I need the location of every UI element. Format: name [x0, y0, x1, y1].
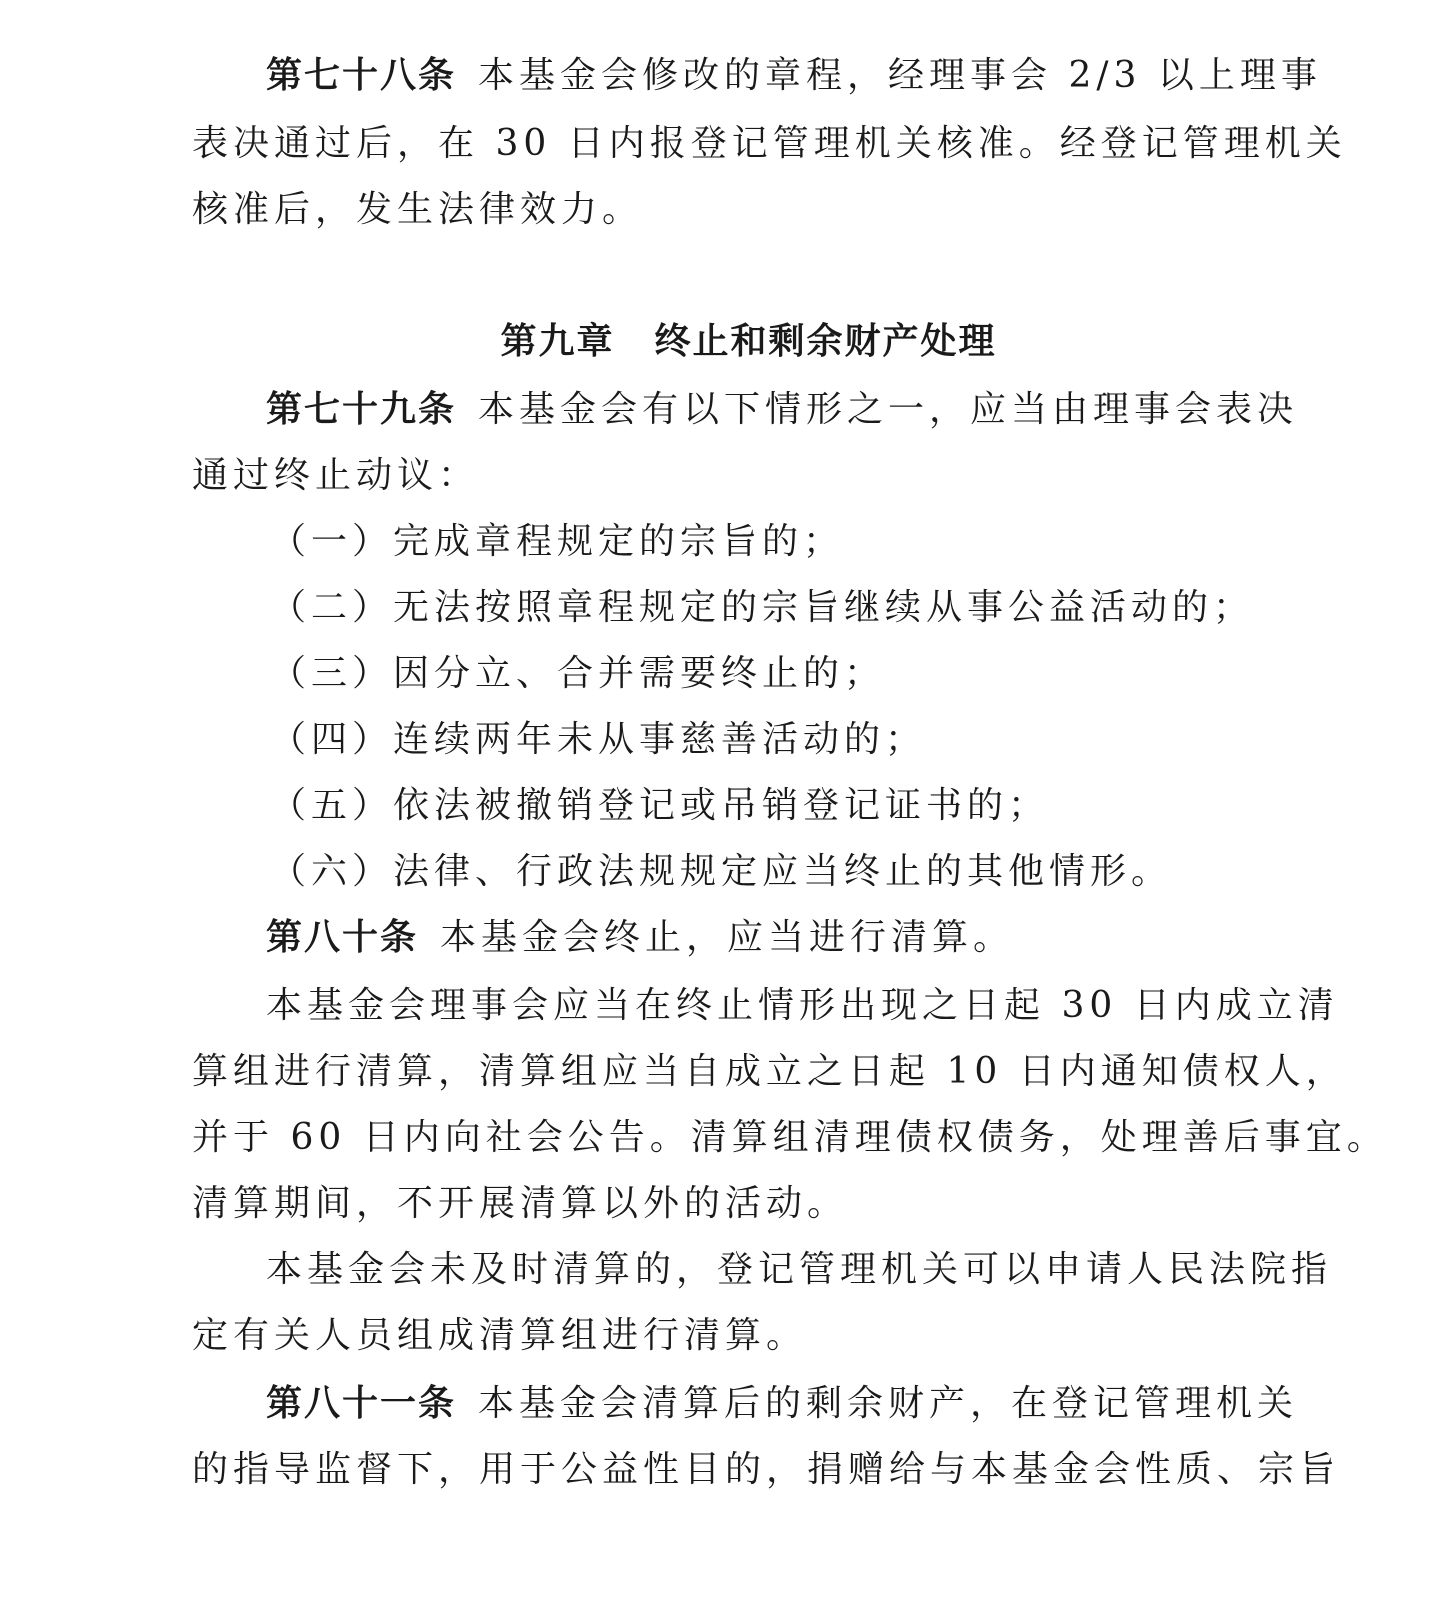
article-79-item-6: （六）法律、行政法规规定应当终止的其他情形。 — [270, 851, 1173, 892]
article-80-text-1: 本基金会终止，应当进行清算。 — [440, 917, 1015, 958]
article-78-title: 第七十八条 — [266, 55, 457, 96]
article-81-text-1: 本基金会清算后的剩余财产，在登记管理机关 — [478, 1383, 1299, 1424]
article-78-line-2: 表决通过后，在 30 日内报登记管理机关核准。经登记管理机关 — [192, 123, 1347, 164]
article-80-p2-line-1: 本基金会理事会应当在终止情形出现之日起 30 日内成立清 — [266, 985, 1339, 1026]
article-78-text-1: 本基金会修改的章程，经理事会 2/3 以上理事 — [478, 55, 1322, 96]
article-80-p2-line-4: 清算期间，不开展清算以外的活动。 — [192, 1183, 849, 1224]
article-81-line-2: 的指导监督下，用于公益性目的，捐赠给与本基金会性质、宗旨 — [192, 1449, 1341, 1490]
article-80-p2-line-2: 算组进行清算，清算组应当自成立之日起 10 日内通知债权人， — [192, 1051, 1347, 1092]
article-80-title: 第八十条 — [266, 917, 419, 958]
article-79-title: 第七十九条 — [266, 389, 457, 430]
article-79-item-1: （一）完成章程规定的宗旨的； — [270, 521, 845, 562]
article-79-text-1: 本基金会有以下情形之一，应当由理事会表决 — [478, 389, 1299, 430]
article-79-item-3: （三）因分立、合并需要终止的； — [270, 653, 886, 694]
article-79-line-2: 通过终止动议： — [192, 455, 480, 496]
article-80-line-1 — [266, 916, 1242, 960]
article-81-title: 第八十一条 — [266, 1383, 457, 1424]
chapter-9-heading — [0, 320, 1437, 364]
article-79-item-5: （五）依法被撤销登记或吊销登记证书的； — [270, 785, 1050, 826]
article-78-line-1 — [266, 54, 1322, 98]
article-80-p3-line-1: 本基金会未及时清算的，登记管理机关可以申请人民法院指 — [266, 1249, 1333, 1290]
article-79-item-4: （四）连续两年未从事慈善活动的； — [270, 719, 927, 760]
article-81-line-1 — [266, 1382, 1299, 1426]
article-79-item-2: （二）无法按照章程规定的宗旨继续从事公益活动的； — [270, 587, 1255, 628]
article-80-p3-line-2: 定有关人员组成清算组进行清算。 — [192, 1315, 808, 1356]
article-78-line-3: 核准后，发生法律效力。 — [192, 189, 644, 230]
article-79-line-1 — [266, 388, 1299, 432]
chapter-9-number: 第九章 — [500, 321, 615, 362]
chapter-9-title: 终止和剩余财产处理 — [654, 321, 997, 362]
article-80-p2-line-3: 并于 60 日内向社会公告。清算组清理债权债务，处理善后事宜。 — [192, 1117, 1388, 1158]
